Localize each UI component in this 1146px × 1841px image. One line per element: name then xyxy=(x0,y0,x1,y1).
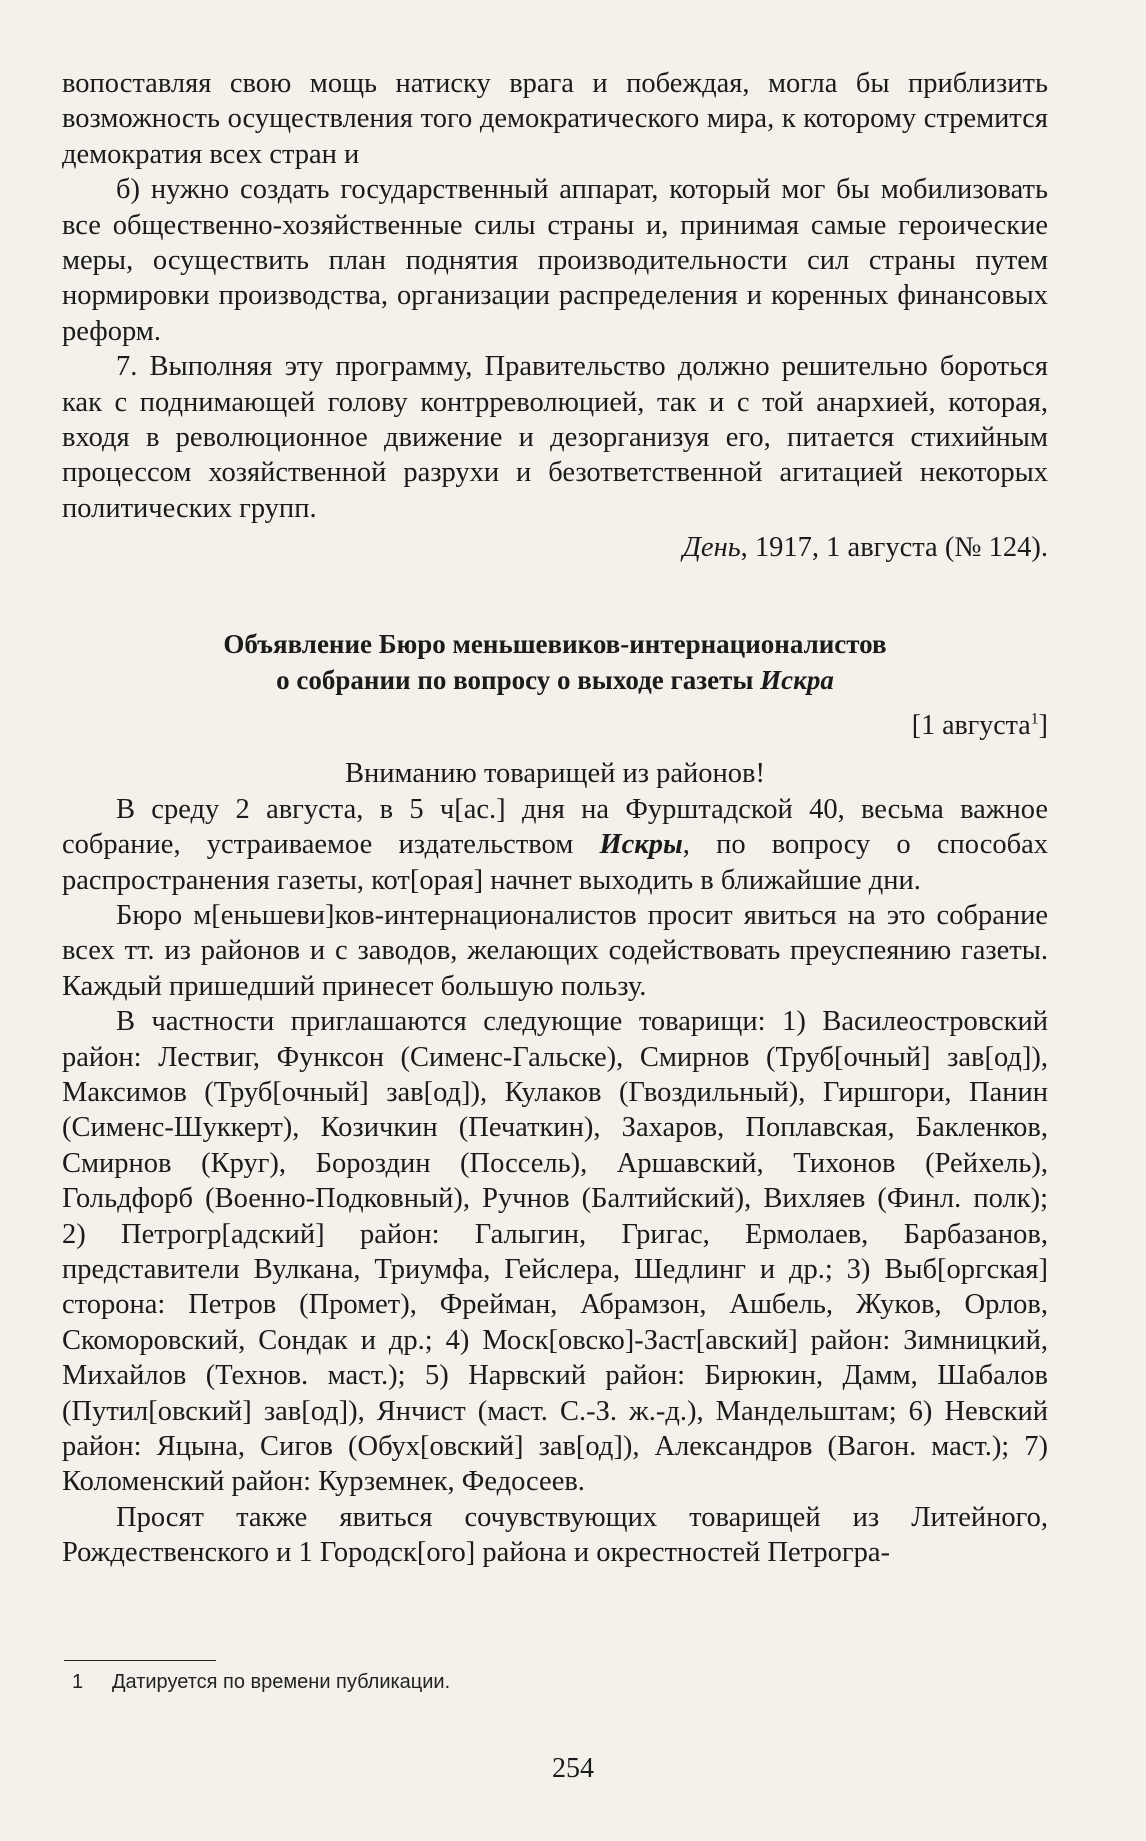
date-text: [1 августа xyxy=(911,709,1031,741)
heading-line-2-text: о собрании по вопросу о выходе газеты xyxy=(276,664,761,695)
footnote-rule xyxy=(64,1660,216,1661)
document-date xyxy=(62,708,1048,744)
document-heading xyxy=(62,626,1048,698)
source-details: , 1917, 1 августа (№ 124). xyxy=(740,532,1048,564)
p1-part-b: , по вопросу о способах распространения газеты, кот[орая] начнет выходить в ближайшие дни. xyxy=(62,829,1048,896)
footnote-text: Датируется по времени публикации. xyxy=(112,1671,451,1693)
footnote xyxy=(64,1668,964,1696)
announcement-paragraph-2: Бюро м[еньшеви]ков-интернационалистов просит явиться на это собрание всех тт. из районов и с заводов, желающих содействовать преуспеянию газеты. Каждый пришедший принесет большую пользу. xyxy=(62,899,1048,1002)
source-citation xyxy=(62,530,1048,565)
date-footnote-ref: 1 xyxy=(1030,710,1039,728)
p1-part-a: В среду 2 августа, в 5 ч[ас.] дня на Фурштадской 40, весьма важное собрание, устраиваемое издательством xyxy=(62,793,1048,861)
announcement-subtitle: Вниманию товарищей из районов! xyxy=(345,757,765,789)
source-paper: День xyxy=(682,532,741,564)
paragraph-continuation: вопоставляя свою мощь натиску врага и побеждая, могла бы приблизить возможность осуществления того демократического мира, к которому стремится демократия всех стран и xyxy=(62,68,1048,170)
p1-newspaper: Искры xyxy=(599,829,683,861)
announcement-paragraph-4: Просят также явиться сочувствующих товарищей из Литейного, Рождественского и 1 Городск[ого] района и окрестностей Петрогра- xyxy=(62,1501,1048,1569)
paragraph-b: б) нужно создать государственный аппарат, который мог бы мобилизовать все общественно-хозяйственные силы страны и, принимая самые героические меры, осуществить план поднятия производительности сил страны путем нормировки производства, организации распределения и коренных финансовых реформ. xyxy=(62,174,1048,347)
main-text xyxy=(62,66,1048,1571)
paragraph-7: 7. Выполняя эту программу, Правительство должно решительно бороться как с поднимающей голову контрреволюцией, так и с той анархией, которая, входя в революционное движение и дезорганизуя его, питается стихийным процессом хозяйственной разрухи и безответственной агитацией некоторых политических групп. xyxy=(62,351,1048,524)
heading-line-2 xyxy=(62,662,1048,698)
page-number: 254 xyxy=(552,1753,594,1784)
announcement-paragraph-1 xyxy=(62,792,1048,898)
footnote-number: 1 xyxy=(72,1671,84,1693)
date-close: ] xyxy=(1038,709,1048,741)
heading-newspaper-name: Искра xyxy=(760,664,834,695)
announcement-paragraph-3: В частности приглашаются следующие товарищи: 1) Василеостровский район: Лествиг, Функсон (Сименс-Гальске), Смирнов (Труб[очный] зав[од]), Максимов (Труб[очный] зав[од]), Кулаков (Гвоздильный), Гиршгори, Панин (Сименс-Шуккерт), Козичкин (Печаткин), Захаров, Поплавская, Бакленков, Смирнов (Круг), Бороздин (Поссель), Аршавский, Тихонов (Рейхель), Гольдфорб (Военно-Подковный), Ручнов (Балтийский), Вихляев (Финл. полк); 2) Петрогр[адский] район: Галыгин, Григас, Ермолаев, Барбазанов, представители Вулкана, Триумфа, Гейслера, Шедлинг и др.; 3) Выб[оргская] сторона: Петров (Промет), Фрейман, Абрамзон, Ашбель, Жуков, Орлов, Скоморовский, Сондак и др.; 4) Моск[овско]-Заст[авский] район: Зимницкий, Михайлов (Технов. маст.); 5) Нарвский район: Бирюкин, Дамм, Шабалов (Путил[овский] зав[од]), Янчист (маст. С.-З. ж.-д.), Мандельштам; 6) Невский район: Яцына, Сигов (Обух[овский] зав[од]), Александров (Вагон. маст.); 7) Коломенский район: Курземнек, Федосеев. xyxy=(62,1006,1048,1498)
heading-line-1: Объявление Бюро меньшевиков-интернационалистов xyxy=(223,628,887,659)
